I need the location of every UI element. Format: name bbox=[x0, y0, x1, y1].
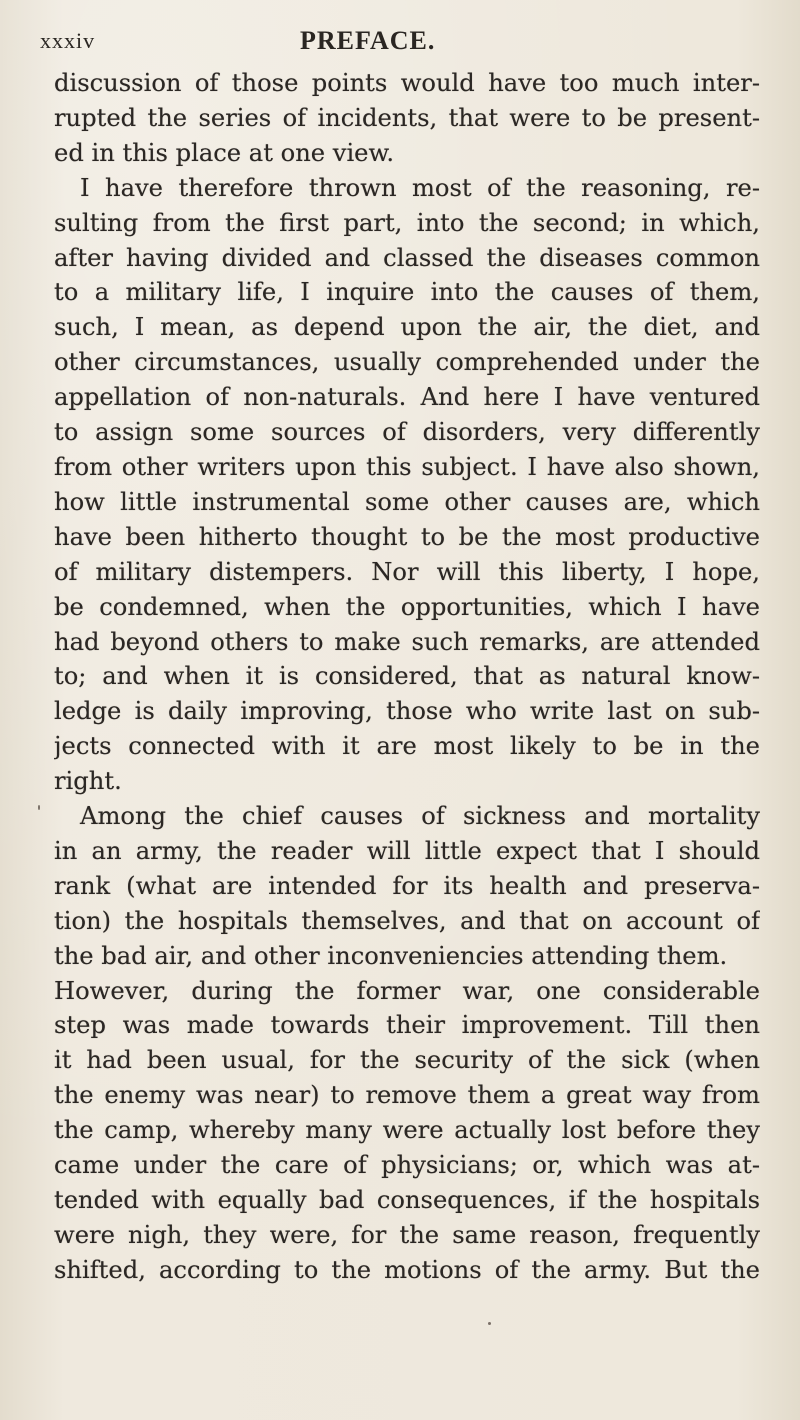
text-line: other circumstances, usually comprehended under the bbox=[54, 348, 760, 377]
page-number: xxxiv bbox=[40, 28, 96, 53]
text-line: be condemned, when the opportunities, which I have bbox=[54, 592, 760, 621]
text-line: the camp, whereby many were actually lost before they bbox=[54, 1116, 760, 1145]
text-line: However, during the former war, one considerable bbox=[54, 976, 760, 1005]
text-line: it had been usual, for the security of the sick (when bbox=[54, 1046, 760, 1075]
text-line: to assign some sources of disorders, very differently bbox=[54, 418, 760, 447]
text-line: such, I mean, as depend upon the air, the diet, and bbox=[54, 313, 760, 342]
ink-speck bbox=[488, 1322, 491, 1325]
text-line: to; and when it is considered, that as natural know- bbox=[54, 662, 760, 691]
text-line: Among the chief causes of sickness and mortality bbox=[80, 802, 760, 831]
text-line: from other writers upon this subject. I have also shown, bbox=[54, 452, 760, 481]
text-line: rupted the series of incidents, that were to be present- bbox=[54, 103, 760, 132]
text-line: have been hitherto thought to be the most productive bbox=[54, 522, 760, 551]
text-line: ledge is daily improving, those who write last on sub- bbox=[54, 697, 760, 726]
text-line: jects connected with it are most likely to be in the bbox=[54, 732, 760, 761]
ink-speck bbox=[38, 805, 40, 810]
text-line: the enemy was near) to remove them a great way from bbox=[54, 1081, 760, 1110]
text-line: ed in this place at one view. bbox=[54, 138, 395, 167]
text-line: tended with equally bad consequences, if the hospitals bbox=[54, 1186, 760, 1214]
text-line: discussion of those points would have too much inter- bbox=[54, 69, 760, 97]
text-line: rank (what are intended for its health and preserva- bbox=[54, 871, 760, 900]
text-line: to a military life, I inquire into the causes of them, bbox=[54, 278, 760, 307]
running-head: PREFACE. bbox=[300, 26, 436, 55]
text-line: were nigh, they were, for the same reason, frequently bbox=[54, 1220, 760, 1249]
text-line: in an army, the reader will little expect that I should bbox=[54, 836, 760, 865]
text-line: of military distempers. Nor will this liberty, I hope, bbox=[54, 557, 760, 586]
text-line: appellation of non-naturals. And here I have ventured bbox=[54, 383, 760, 412]
text-line: tion) the hospitals themselves, and that on account of bbox=[54, 906, 760, 935]
text-line: had beyond others to make such remarks, are attended bbox=[54, 627, 760, 656]
text-line: sulting from the first part, into the second; in which, bbox=[54, 208, 760, 237]
text-line: after having divided and classed the diseases common bbox=[54, 243, 760, 272]
text-line: step was made towards their improvement. Till then bbox=[54, 1011, 760, 1040]
text-line: right. bbox=[54, 767, 122, 796]
text-line: shifted, according to the motions of the army. But the bbox=[54, 1255, 760, 1284]
page-header bbox=[40, 22, 760, 58]
text-line: came under the care of physicians; or, which was at- bbox=[54, 1151, 760, 1180]
text-line: I have therefore thrown most of the reasoning, re- bbox=[80, 173, 760, 202]
text-line: how little instrumental some other causes are, which bbox=[54, 487, 760, 516]
text-line: the bad air, and other inconveniencies attending them. bbox=[54, 941, 728, 970]
body-text bbox=[54, 66, 760, 1288]
